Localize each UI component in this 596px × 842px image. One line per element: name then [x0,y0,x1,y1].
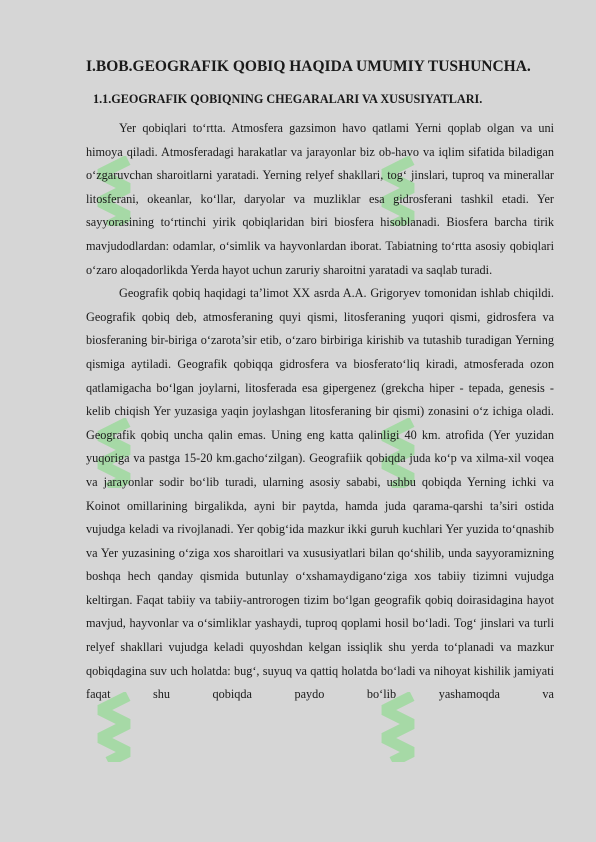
paragraph: Yer qobiqlari to‘rtta. Atmosfera gazsimon havo qatlami Yerni qoplab olgan va uni himoya qiladi. Atmosferadagi harakatlar va jarayonlar biz ob-havo va iqlim sifatida biladigan o‘zgaruvchan sharoitlarni yaratadi. Yerning relyef shakllari, tog‘ jinslari, tuproq va minerallar litosferani, okeanlar, ko‘llar, daryolar va muzliklar esa gidrosferani tashkil etadi. Yer sayyorasining to‘rtinchi yirik qobiqlaridan biri biosfera hisoblanadi. Biosfera barcha tirik mavjudodlardan: odamlar, o‘simlik va hayvonlardan iborat. Tabiatning to‘rtta asosiy qobiqlari o‘zaro aloqadorlikda Yerda hayot uchun zaruriy sharoitni yaratadi va saqlab turadi. [86,121,554,277]
chapter-title: I.BOB.GEOGRAFIK QOBIQ HAQIDA UMUMIY TUSHUNCHA. [86,58,531,75]
paragraph: Geografik qobiq haqidagi ta’limot XX asrda A.A. Grigoryev tomonidan ishlab chiqildi. Geografik qobiq deb, atmosferaning quyi qismi, litosferaning yuqori qismi, gidrosfera va biosferaning bir-biriga o‘zarota’sir etib, o‘zaro birbiriga kirishib va tutashib turadigan Yerning qismiga aytiladi. Geografik qobiqqa gidrosfera va biosferato‘liq kiradi, atmosferada ozon qatlamigacha bo‘lgan joylarni, litosferada esa gipergenez (grekcha hiper - tepada, genesis - kelib chiqish Yer yuzasiga yaqin joylashgan litosferaning bir qismi) zonasini o‘z ichiga oladi. Geografik qobiq uncha qalin emas. Uning eng katta qalinligi 40 km. atrofida (Yer yuzidan yuqoriga va pastga 15-20 km.gacho‘zilgan). Geografiik qobiqda juda ko‘p va xilma-xil voqea va jarayonlar sodir bo‘lib turadi, ularning asosiy sababi, ushbu qobiqda Yerning ichki va Koinot omillarining birgalikda, ayni bir paytda, hamda juda qarama-qarshi ta’siri ostida vujudga keladi va rivojlanadi. Yer qobig‘ida mazkur ikki guruh kuchlari Yer yuzida to‘qnashib va Yer yuzasining o‘ziga xos sharoitlari va xususiyatlari bilan qo‘shilib, unda sayyoramizning boshqa hech qanday qismida butunlay o‘xshamaydigano‘ziga xos tabiiy tizimni vujudga keltirgan. Faqat tabiiy va tabiiy-antrorogen tizim bo‘lgan geografik qobiq doirasidagina hayot mavjud, hayvonlar va o‘simliklar yashaydi, tuproq qoplami hosil bo‘ladi. Tog‘ jinslari va turli relyef shakllari vujudga keladi quyoshdan kelgan issiqlik shu yerda to‘planadi va mazkur qobiqdagina suv uch holatda: bug‘, suyuq va qattiq holatda bo‘ladi va nihoyat kishilik jamiyati faqat shu qobiqda paydo bo‘lib yashamoqda va [86,286,554,702]
section-subtitle: 1.1.GEOGRAFIK QOBIQNING CHEGARALARI VA XUSUSIYATLARI. [93,92,483,106]
body-text [86,117,554,707]
